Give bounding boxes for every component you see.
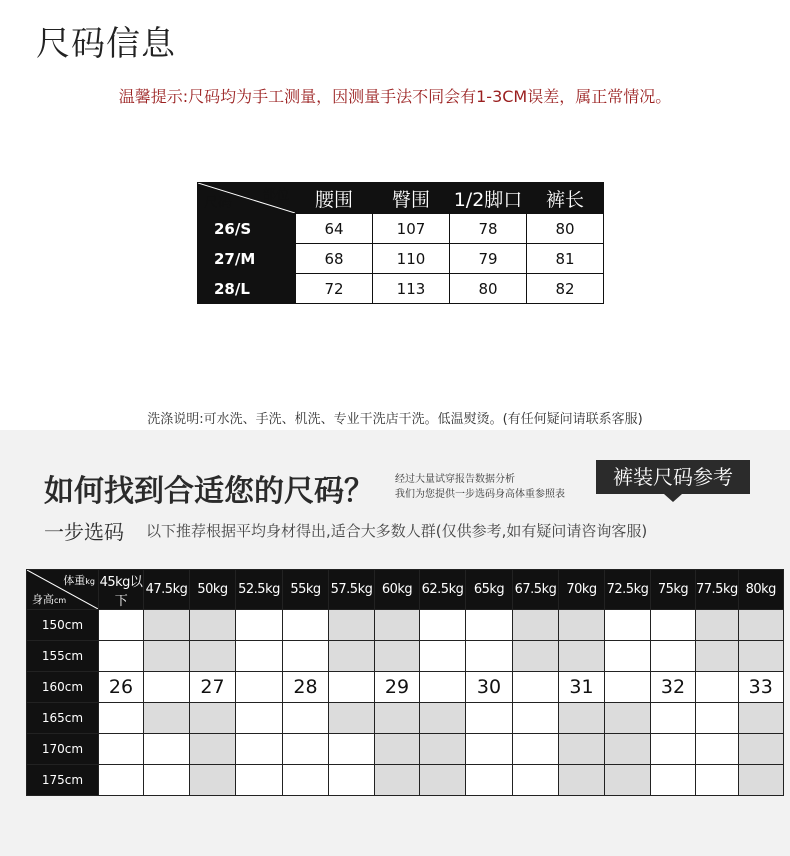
- table-cell: [651, 610, 696, 641]
- table-row: [27, 641, 784, 672]
- height-label: 170cm: [27, 734, 99, 765]
- table-row: [198, 274, 604, 304]
- table-cell: [99, 641, 144, 672]
- height-label: 175cm: [27, 765, 99, 796]
- size-table: [197, 182, 604, 304]
- measurement-notice: 温馨提示:尺码均为手工测量，因测量手法不同会有1-3CM误差，属正常情况。: [118, 87, 672, 106]
- weight-header: 47.5kg: [144, 570, 190, 610]
- table-cell: [696, 672, 739, 703]
- table-cell: [236, 703, 283, 734]
- table-cell: [420, 672, 466, 703]
- table-cell: [466, 641, 513, 672]
- height-label: 160cm: [27, 672, 99, 703]
- weight-header: 72.5kg: [605, 570, 651, 610]
- weight-header: 75kg: [651, 570, 696, 610]
- hw-table-corner: [27, 570, 99, 610]
- table-cell: [513, 765, 559, 796]
- step-description: 以下推荐根据平均身材得出,适合大多数人群(仅供参考,如有疑问请咨询客服): [146, 522, 648, 540]
- corner-label-height: 身高cm: [32, 593, 67, 606]
- table-cell: [559, 734, 605, 765]
- height-label: 155cm: [27, 641, 99, 672]
- pants-size-badge: 裤装尺码参考: [596, 460, 750, 494]
- table-cell: [99, 765, 144, 796]
- wash-instructions: 洗涤说明:可水洗、手洗、机洗、专业干洗店干洗。低温熨烫。(有任何疑问请联系客服): [147, 412, 643, 427]
- column-header-leg-opening: 1/2脚口: [450, 183, 527, 214]
- table-cell: 28: [283, 672, 329, 703]
- table-cell: [466, 734, 513, 765]
- table-cell: [605, 641, 651, 672]
- table-cell: [513, 610, 559, 641]
- table-cell: [738, 610, 783, 641]
- table-cell: [375, 610, 420, 641]
- table-cell: 33: [738, 672, 783, 703]
- table-cell: [420, 703, 466, 734]
- table-cell: 81: [527, 244, 604, 274]
- table-cell: [329, 765, 375, 796]
- weight-header: 45kg以下: [99, 570, 144, 610]
- table-cell: [144, 641, 190, 672]
- weight-header: 57.5kg: [329, 570, 375, 610]
- table-cell: [605, 734, 651, 765]
- table-cell: [99, 703, 144, 734]
- size-label: 26/S: [198, 214, 296, 244]
- table-cell: [190, 734, 236, 765]
- table-row: [27, 610, 784, 641]
- table-cell: 72: [296, 274, 373, 304]
- table-cell: 113: [373, 274, 450, 304]
- table-cell: [329, 734, 375, 765]
- weight-header: 60kg: [375, 570, 420, 610]
- table-cell: [738, 765, 783, 796]
- table-cell: [513, 734, 559, 765]
- table-cell: [236, 610, 283, 641]
- table-cell: [375, 734, 420, 765]
- size-table-corner: [198, 183, 296, 214]
- table-cell: [283, 641, 329, 672]
- table-cell: [559, 641, 605, 672]
- table-row: [198, 244, 604, 274]
- weight-header: 70kg: [559, 570, 605, 610]
- table-cell: [651, 765, 696, 796]
- table-cell: [559, 703, 605, 734]
- weight-header: 80kg: [738, 570, 783, 610]
- table-cell: 32: [651, 672, 696, 703]
- table-cell: [144, 672, 190, 703]
- table-cell: [513, 703, 559, 734]
- table-cell: [466, 610, 513, 641]
- table-cell: [99, 610, 144, 641]
- corner-label-part: 部位: [262, 187, 290, 203]
- size-label: 27/M: [198, 244, 296, 274]
- table-cell: [236, 641, 283, 672]
- table-cell: [144, 703, 190, 734]
- table-cell: [466, 703, 513, 734]
- guide-subtext: 经过大量试穿报告数据分析: [395, 474, 515, 485]
- weight-header: 52.5kg: [236, 570, 283, 610]
- table-cell: [236, 672, 283, 703]
- table-row: [27, 672, 784, 703]
- table-cell: 31: [559, 672, 605, 703]
- weight-header: 62.5kg: [420, 570, 466, 610]
- table-cell: [375, 641, 420, 672]
- weight-header: 50kg: [190, 570, 236, 610]
- table-cell: [144, 765, 190, 796]
- page-title: 尺码信息: [36, 24, 176, 64]
- column-header-length: 裤长: [527, 183, 604, 214]
- table-cell: [283, 765, 329, 796]
- table-cell: [738, 703, 783, 734]
- table-row: [27, 765, 784, 796]
- column-header-hip: 臀围: [373, 183, 450, 214]
- weight-header: 77.5kg: [696, 570, 739, 610]
- table-cell: [513, 641, 559, 672]
- table-cell: [696, 765, 739, 796]
- table-cell: [329, 672, 375, 703]
- table-cell: [329, 641, 375, 672]
- guide-subtext: 我们为您提供一步选码身高体重参照表: [395, 489, 565, 500]
- guide-headline: 如何找到合适您的尺码？: [44, 474, 374, 509]
- table-cell: [420, 765, 466, 796]
- table-cell: 82: [527, 274, 604, 304]
- table-cell: 27: [190, 672, 236, 703]
- table-cell: 79: [450, 244, 527, 274]
- table-cell: 68: [296, 244, 373, 274]
- table-cell: [651, 703, 696, 734]
- table-cell: [144, 734, 190, 765]
- table-cell: [420, 641, 466, 672]
- table-row: [198, 214, 604, 244]
- corner-label-weight: 体重kg: [63, 574, 95, 587]
- table-cell: [99, 734, 144, 765]
- table-row: [27, 703, 784, 734]
- table-cell: [513, 672, 559, 703]
- table-cell: [283, 734, 329, 765]
- table-cell: [329, 610, 375, 641]
- table-cell: [190, 610, 236, 641]
- table-cell: [144, 610, 190, 641]
- table-cell: [466, 765, 513, 796]
- table-cell: 26: [99, 672, 144, 703]
- table-cell: [559, 765, 605, 796]
- height-label: 150cm: [27, 610, 99, 641]
- table-cell: [696, 610, 739, 641]
- table-cell: 64: [296, 214, 373, 244]
- table-cell: 29: [375, 672, 420, 703]
- table-cell: [190, 765, 236, 796]
- table-cell: [375, 765, 420, 796]
- step-title: 一步选码: [44, 520, 124, 544]
- table-cell: [605, 610, 651, 641]
- table-cell: [696, 703, 739, 734]
- table-cell: 80: [450, 274, 527, 304]
- column-header-waist: 腰围: [296, 183, 373, 214]
- table-cell: [696, 734, 739, 765]
- table-cell: 78: [450, 214, 527, 244]
- table-cell: [190, 703, 236, 734]
- size-label: 28/L: [198, 274, 296, 304]
- table-cell: 30: [466, 672, 513, 703]
- table-row: [27, 734, 784, 765]
- table-cell: [651, 641, 696, 672]
- table-cell: [236, 734, 283, 765]
- table-cell: [605, 672, 651, 703]
- table-cell: [738, 734, 783, 765]
- table-cell: 80: [527, 214, 604, 244]
- table-cell: [375, 703, 420, 734]
- table-cell: 110: [373, 244, 450, 274]
- badge-pointer-icon: [664, 494, 682, 502]
- table-cell: [190, 641, 236, 672]
- table-cell: 107: [373, 214, 450, 244]
- table-cell: [651, 734, 696, 765]
- weight-header: 55kg: [283, 570, 329, 610]
- weight-header: 67.5kg: [513, 570, 559, 610]
- table-cell: [236, 765, 283, 796]
- table-cell: [559, 610, 605, 641]
- table-cell: [420, 734, 466, 765]
- table-cell: [283, 703, 329, 734]
- height-label: 165cm: [27, 703, 99, 734]
- height-weight-table: [26, 569, 784, 796]
- table-cell: [283, 610, 329, 641]
- table-cell: [329, 703, 375, 734]
- table-cell: [738, 641, 783, 672]
- weight-header: 65kg: [466, 570, 513, 610]
- corner-label-size: 尺码: [204, 195, 232, 211]
- table-cell: [696, 641, 739, 672]
- table-cell: [605, 765, 651, 796]
- table-cell: [605, 703, 651, 734]
- table-cell: [420, 610, 466, 641]
